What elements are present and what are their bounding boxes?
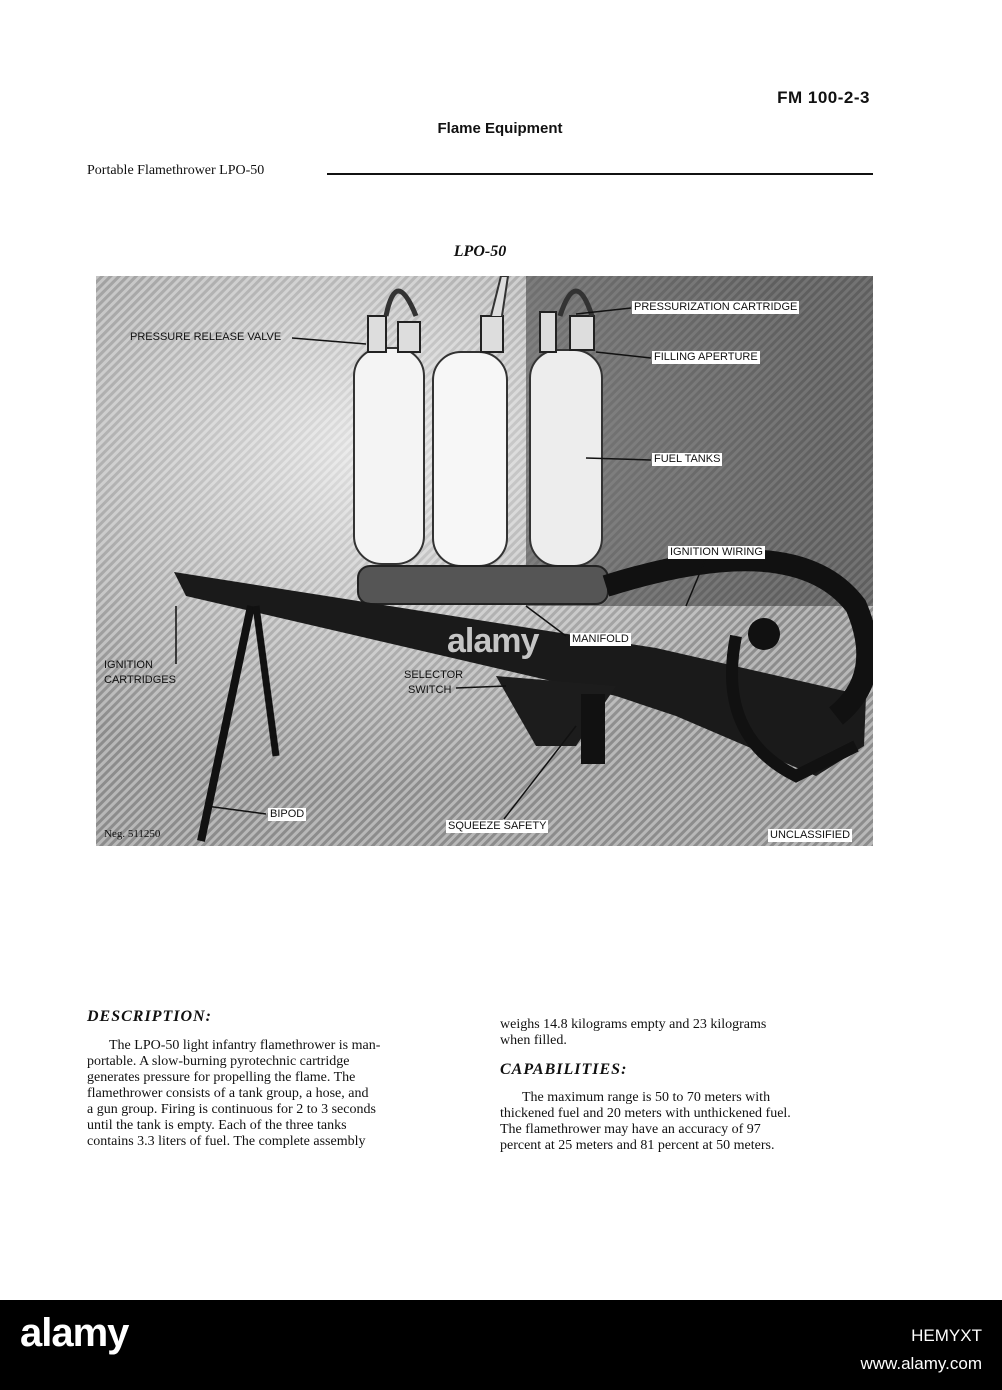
description-continuation-line: weighs 14.8 kilograms empty and 23 kilograms <box>500 1017 767 1032</box>
document-number: FM 100-2-3 <box>777 88 870 107</box>
capabilities-line: The flamethrower may have an accuracy of 97 <box>500 1122 761 1137</box>
description-line: generates pressure for propelling the flame. The <box>87 1070 356 1085</box>
description-body <box>87 1038 463 1150</box>
footer-logo: alamy <box>20 1311 129 1355</box>
footer-url: www.alamy.com <box>860 1354 982 1373</box>
capabilities-line: The maximum range is 50 to 70 meters with <box>522 1090 771 1105</box>
callout-ignition-cartridges-line2: CARTRIDGES <box>104 674 176 686</box>
description-line: portable. A slow-burning pyrotechnic cartridge <box>87 1054 350 1069</box>
callout-filling-aperture: FILLING APERTURE <box>654 351 758 363</box>
equipment-photo <box>96 276 873 846</box>
description-line: until the tank is empty. Each of the three tanks <box>87 1118 347 1133</box>
callout-fuel-tanks: FUEL TANKS <box>654 453 721 465</box>
negative-number: Neg. 511250 <box>104 828 161 840</box>
section-title: Flame Equipment <box>437 120 563 137</box>
description-line: contains 3.3 liters of fuel. The complete assembly <box>87 1134 366 1149</box>
description-continuation <box>500 1017 874 1049</box>
capabilities-body <box>500 1090 874 1154</box>
callout-ignition-cartridges-line1: IGNITION <box>104 659 153 671</box>
description-line: The LPO-50 light infantry flamethrower is man- <box>109 1038 381 1053</box>
callout-squeeze-safety: SQUEEZE SAFETY <box>448 820 547 832</box>
description-line: a gun group. Firing is continuous for 2 to 3 seconds <box>87 1102 376 1117</box>
callout-selector-switch-line1: SELECTOR <box>404 669 464 681</box>
figure-title: LPO-50 <box>453 243 507 260</box>
callout-bipod: BIPOD <box>270 808 305 820</box>
callout-pressure-release-valve: PRESSURE RELEASE VALVE <box>130 331 282 343</box>
footer-image-id: HEMYXT <box>911 1326 982 1345</box>
header-rule <box>327 173 873 175</box>
callout-selector-switch-line2: SWITCH <box>408 684 452 696</box>
capabilities-heading: CAPABILITIES: <box>500 1061 628 1078</box>
item-name: Portable Flamethrower LPO-50 <box>87 163 265 178</box>
description-continuation-line: when filled. <box>500 1033 567 1048</box>
callout-ignition-wiring: IGNITION WIRING <box>670 546 763 558</box>
description-line: flamethrower consists of a tank group, a hose, and <box>87 1086 369 1101</box>
watermark: alamy <box>447 622 539 660</box>
capabilities-line: thickened fuel and 20 meters with unthickened fuel. <box>500 1106 791 1121</box>
callout-pressurization-cartridge: PRESSURIZATION CARTRIDGE <box>634 301 798 313</box>
description-heading: DESCRIPTION: <box>87 1008 212 1025</box>
classification-marking: UNCLASSIFIED <box>770 829 851 841</box>
capabilities-line: percent at 25 meters and 81 percent at 50 meters. <box>500 1138 775 1153</box>
callout-manifold: MANIFOLD <box>572 633 629 645</box>
